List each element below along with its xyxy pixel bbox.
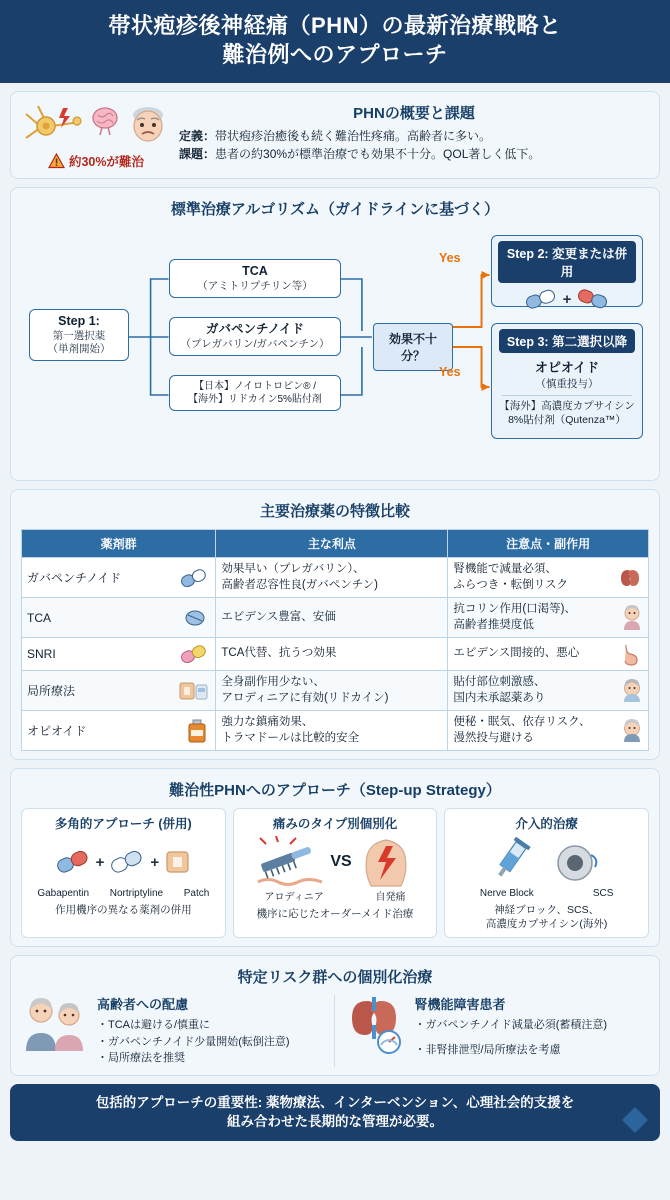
capsule-icon bbox=[180, 569, 210, 587]
benefit-line2: 高齢者忍容性良(ガバペンチン) bbox=[221, 578, 378, 591]
stepup-col3-icons bbox=[450, 836, 643, 888]
benefit-line1: 強力な鎮痛効果、 bbox=[221, 716, 314, 729]
step3-header: Step 3: 第二選択以降 bbox=[499, 329, 635, 353]
stepup-title: 難治性PHNへのアプローチ（Step-up Strategy） bbox=[169, 782, 501, 800]
overview-illustration bbox=[21, 100, 171, 170]
stepup-col2-left-label: アロディニア bbox=[264, 892, 324, 904]
elderly-couple-icon bbox=[21, 995, 91, 1053]
risk-renal bbox=[343, 995, 650, 1067]
step1-box bbox=[29, 309, 129, 361]
cell-benefit bbox=[216, 598, 448, 638]
table-row bbox=[22, 638, 649, 671]
option-gabapentinoid-sub: （プレガバリン/ガバペンチン） bbox=[180, 337, 330, 350]
cell-adverse bbox=[448, 638, 649, 671]
risk-elderly-b2: ・ガバペンチノイド少量開始(転倒注意) bbox=[97, 1035, 290, 1048]
page-header bbox=[0, 0, 670, 83]
option-tca-sub: （アミトリプチリン等） bbox=[197, 279, 313, 292]
overview-definition-label: 定義： bbox=[179, 129, 216, 144]
stepup-col1-head: 多角的アプローチ (併用) bbox=[54, 817, 192, 832]
algorithm-card bbox=[10, 187, 660, 481]
comparison-table bbox=[21, 529, 649, 751]
th-drug: 薬剤群 bbox=[22, 530, 216, 558]
header-title-line1: 帯状疱疹後神経痛（PHN）の最新治療戦略と bbox=[108, 13, 562, 38]
plus-2: + bbox=[150, 853, 160, 871]
stepup-col-intervention bbox=[444, 808, 649, 937]
option-topical-line2: 【海外】リドカイン5%貼付剤 bbox=[188, 394, 322, 406]
risk-elderly bbox=[21, 995, 335, 1067]
refractory-badge-text: 約30%が難治 bbox=[68, 155, 145, 170]
option-gabapentinoid-title: ガバペンチノイド bbox=[205, 322, 304, 337]
cell-benefit bbox=[216, 558, 448, 598]
cell-adverse bbox=[448, 598, 649, 638]
step1-title: Step 1: bbox=[58, 314, 100, 329]
step3-box bbox=[491, 323, 643, 439]
capsule-white-icon bbox=[108, 849, 146, 875]
adverse-line1: 便秘・眠気、依存リスク、 bbox=[453, 716, 591, 729]
benefit-line1: 全身副作用少ない、 bbox=[221, 676, 325, 689]
elderly-woman-icon bbox=[621, 605, 643, 631]
overview-card bbox=[10, 91, 660, 179]
option-tca-title: TCA bbox=[242, 264, 268, 279]
option-topical-box bbox=[169, 375, 341, 411]
cell-drug bbox=[22, 638, 216, 671]
step2-pills bbox=[498, 289, 636, 309]
step3-divider bbox=[502, 395, 632, 396]
risk-renal-head: 腎機能障害患者 bbox=[414, 996, 506, 1012]
option-tca-box bbox=[169, 259, 341, 298]
spontaneous-pain-icon bbox=[356, 836, 416, 888]
cell-benefit bbox=[216, 638, 448, 671]
stepup-col1-item1: Gabapentin bbox=[37, 888, 90, 900]
adverse-line1: 貼付部位刺激感、 bbox=[453, 676, 546, 689]
cell-drug bbox=[22, 558, 216, 598]
drug-name: 局所療法 bbox=[27, 683, 76, 698]
yes-label-bottom: Yes bbox=[439, 365, 461, 380]
stepup-col2-icons bbox=[239, 836, 432, 888]
adverse-line1: エビデンス間接的、悪心 bbox=[453, 647, 580, 660]
scs-device-icon bbox=[551, 837, 603, 887]
tablet-icon bbox=[180, 609, 210, 627]
drug-name: オピオイド bbox=[27, 723, 87, 738]
risk-renal-b1: ・ガバペンチノイド減量必須(蓄積注意) bbox=[414, 1019, 608, 1032]
option-gabapentinoid-box bbox=[169, 317, 341, 356]
drug-name: SNRI bbox=[27, 647, 56, 662]
patch-icon bbox=[178, 680, 210, 702]
adverse-line2: 国内未承認薬あり bbox=[453, 691, 546, 704]
overview-title: PHNの概要と課題 bbox=[353, 105, 475, 123]
option-topical-line1: 【日本】ノイロトロピン® / bbox=[193, 381, 317, 393]
th-benefit: 主な利点 bbox=[216, 530, 448, 558]
adverse-line2: 高齢者推奨度低 bbox=[453, 618, 534, 631]
face-icon bbox=[621, 679, 643, 703]
plus-1: + bbox=[95, 853, 105, 871]
step2-header: Step 2: 変更または併用 bbox=[498, 241, 636, 283]
table-row bbox=[22, 558, 649, 598]
yes-label-top: Yes bbox=[439, 251, 461, 266]
cell-drug bbox=[22, 598, 216, 638]
overview-issue bbox=[179, 146, 649, 163]
stepup-col3-note-line1: 神経ブロック、SCS、 bbox=[494, 904, 600, 917]
risk-elderly-b1: ・TCAは避ける/慎重に bbox=[97, 1019, 211, 1032]
stepup-col1-icons bbox=[27, 836, 220, 888]
overview-issue-text: 患者の約30%が標準治療でも効果不十分。QOL著しく低下。 bbox=[215, 146, 541, 161]
adverse-line2: ふらつき・転倒リスク bbox=[453, 578, 568, 591]
algorithm-title: 標準治療アルゴリズム（ガイドラインに基づく） bbox=[170, 201, 500, 219]
stepup-col2-vs: VS bbox=[330, 853, 352, 871]
stepup-col3-note-line2: 高濃度カプサイシン(海外) bbox=[485, 918, 608, 931]
stepup-col2-note: 機序に応じたオーダーメイド治療 bbox=[256, 908, 414, 921]
table-row bbox=[22, 598, 649, 638]
stepup-card bbox=[10, 768, 660, 946]
overview-definition-text: 帯状疱疹治癒後も続く難治性疼痛。高齢者に多い。 bbox=[215, 129, 492, 144]
table-header-row bbox=[22, 530, 649, 558]
warning-icon bbox=[48, 153, 65, 169]
benefit-line2: アロディニアに有効(リドカイン) bbox=[221, 691, 389, 704]
footer-line1: 包括的アプローチの重要性: 薬物療法、インターベンション、心理社会的支援を bbox=[95, 1094, 575, 1110]
stepup-col1-item3: Patch bbox=[183, 888, 210, 900]
cell-adverse bbox=[448, 711, 649, 751]
kidney-function-icon bbox=[343, 995, 409, 1055]
stepup-col3-item2: SCS bbox=[592, 888, 614, 900]
step1-sub1: 第一選択薬 bbox=[52, 329, 106, 342]
th-adverse: 注意点・副作用 bbox=[448, 530, 649, 558]
diamond-accent-icon bbox=[618, 1103, 652, 1137]
adverse-line1: 抗コリン作用(口渇等)、 bbox=[453, 603, 577, 616]
elderly-patient-icon bbox=[126, 102, 170, 148]
capsule-icon bbox=[524, 289, 558, 309]
syringe-icon bbox=[491, 837, 547, 887]
benefit-line1: 効果早い（プレガバリン）、 bbox=[221, 563, 365, 576]
algorithm-flowchart bbox=[21, 227, 649, 472]
risk-card bbox=[10, 955, 660, 1076]
step3-line1: 【海外】高濃度カプサイシン bbox=[499, 400, 635, 413]
bottle-icon bbox=[184, 718, 210, 744]
table-row bbox=[22, 671, 649, 711]
patch-icon bbox=[163, 848, 193, 876]
capsule-pink-icon bbox=[180, 645, 210, 663]
step2-plus: + bbox=[562, 290, 572, 308]
cell-drug bbox=[22, 711, 216, 751]
refractory-badge bbox=[21, 152, 171, 170]
header-title-line2: 難治例へのアプローチ bbox=[222, 41, 448, 67]
stepup-col-multimodal bbox=[21, 808, 226, 937]
allodynia-brush-icon bbox=[254, 836, 326, 888]
stepup-col-paintype bbox=[233, 808, 438, 937]
comparison-card bbox=[10, 489, 660, 760]
footer-line2: 組み合わせた長期的な管理が必要。 bbox=[227, 1114, 443, 1130]
step3-sub: （慎重投与） bbox=[535, 378, 599, 391]
footer-banner bbox=[10, 1084, 660, 1141]
benefit-line1: エビデンス豊富、安価 bbox=[221, 610, 336, 623]
benefit-line1: TCA代替、抗うつ効果 bbox=[221, 647, 337, 660]
decision-node: 効果不十分？ bbox=[373, 323, 453, 371]
drug-name: TCA bbox=[27, 610, 51, 625]
elderly-man-icon bbox=[621, 719, 643, 743]
drug-name: ガバペンチノイド bbox=[27, 570, 122, 585]
cell-adverse bbox=[448, 558, 649, 598]
stepup-col1-note: 作用機序の異なる薬剤の併用 bbox=[55, 904, 192, 917]
step2-box bbox=[491, 235, 643, 307]
neuron-icon bbox=[22, 102, 84, 148]
overview-issue-label: 課題： bbox=[179, 146, 216, 161]
comparison-title: 主要治療薬の特徴比較 bbox=[259, 503, 410, 521]
capsule-red-icon bbox=[576, 289, 610, 309]
risk-elderly-head: 高齢者への配慮 bbox=[97, 996, 189, 1012]
brain-icon bbox=[90, 105, 120, 145]
risk-title: 特定リスク群への個別化治療 bbox=[237, 968, 433, 986]
stepup-col3-head: 介入的治療 bbox=[515, 817, 578, 832]
overview-definition bbox=[179, 128, 649, 145]
capsule-icon bbox=[54, 849, 92, 875]
stepup-col3-item1: Nerve Block bbox=[479, 888, 534, 900]
step3-title: オピオイド bbox=[534, 360, 600, 376]
cell-benefit bbox=[216, 711, 448, 751]
cell-adverse bbox=[448, 671, 649, 711]
kidney-icon bbox=[617, 567, 643, 589]
stepup-col2-head: 痛みのタイプ別個別化 bbox=[272, 817, 398, 832]
adverse-line1: 腎機能で減量必須、 bbox=[453, 563, 557, 576]
benefit-line2: トラマドールは比較的安全 bbox=[221, 731, 360, 744]
cell-drug bbox=[22, 671, 216, 711]
stepup-col1-item2: Nortriptyline bbox=[109, 888, 164, 900]
cell-benefit bbox=[216, 671, 448, 711]
step3-line2: 8%貼付剤（Qutenza™） bbox=[508, 414, 626, 427]
stomach-icon bbox=[619, 642, 643, 666]
stepup-col2-right-label: 自発痛 bbox=[375, 892, 406, 904]
risk-renal-b2: ・非腎排泄型/局所療法を考慮 bbox=[414, 1043, 561, 1056]
risk-elderly-b3: ・局所療法を推奨 bbox=[97, 1052, 185, 1065]
adverse-line2: 漫然投与避ける bbox=[453, 731, 534, 744]
step1-sub2: （単剤開始） bbox=[47, 342, 111, 355]
table-row bbox=[22, 711, 649, 751]
